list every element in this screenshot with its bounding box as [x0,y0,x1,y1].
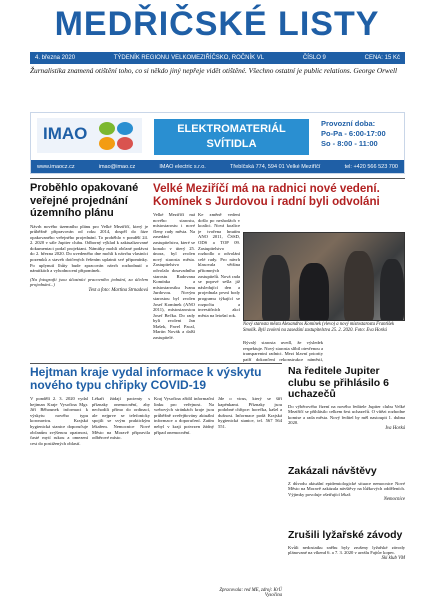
sidebar-article-plan [30,182,148,293]
covid-col-a: V pondělí 2. 3. 2020 vydal hejtman Kraje Vysočina Mgr. Jiří Běhounek informaci k výskytu nového typu koronaviru. Krajská hygienická stanice doporučuje občanům zvýšenou opatrnost, časté mytí rukou a omezení cest do postižených oblastí. [30,396,88,446]
council-photo [243,232,405,321]
main-col-mid: Ke změně vedení došlo po neshodách v koalici. Nová koalice je tvořena hnutím ANO 2011, ČSSD, ODS a TOP 09. Zastupitelstvo rozhodlo o odvolání celé rady. Pro návrh hlasovala většina přítomných zastupitelů. Nová rada se poprvé sešla již následující den a projednala první body programu týkající se rozpočtu a investičních akcí města na letošní rok. [198,212,240,318]
jupiter-author: Iva Horká [385,425,405,431]
sidebar-body: Návrh nového územního plánu pro Velké Meziříčí, který je průběžně připravován od roku 2014, dospěl do fáze opakovaného veřejného projednání. To proběhlo v pondělí 24. 2. 2020 v sále Jupiter clubu. Odborný výklad k zaktualizované dokumentaci podal projektant. Námitky mohli občané podávat do 2. března 2020. Do uvedeného dne mohli k návrhu vlastníci pozemků a staveb dotčených řešením uplatnit své připomínky. Po uplynutí lhůty bude zpracován návrh rozhodnutí o námitkách a vyhodnocení připomínek. [30,223,148,274]
photo-caption: Nový starosta města Alexandros Komínek (vlevo) a nový místostarosta František Smolík. Byli zvoleni na zasedání zastupitelstva 25. 2. 2020. Foto: Eva Horká [243,322,395,333]
sidebar-author: Text a foto: Martina Strnadová [88,288,148,294]
divider [30,363,282,364]
advertisement-banner[interactable] [30,112,405,174]
issue-price: CENA: 15 Kč [364,55,400,61]
motto-quote: Žurnalistika znamená otištění toho, co si někdo jiný nepřeje vidět otištěné. Všechno ostatní je public relations. George Orwell [30,66,398,75]
zavody-article [288,530,405,561]
sidebar-headline: Proběhlo opakované veřejné projednání územního plánu [30,182,139,219]
main-col-left: Velké Meziříčí má nového starostu, místostarostu i nové členy rady města. Na zasedání zastupitelstva, které se konalo v úterý 25. února, byl zvolen nový starosta města. Zastupitelstvo odvolalo dosavadního starostu Radovana Komínka a místostarostku Ivanu Jurdovou. Novým starostou byl zvolen Josef Komínek (ANO 2011), místostarostou Josef Bečka. Do rady byli zvoleni Jan Mašek, Pavel Pacal, Martin Novák a další zastupitelé. [153,212,195,341]
navstevy-headline: Zakázali návštěvy [288,465,377,477]
ad-company: IMAO electric s.r.o. [159,163,206,170]
zavody-author: Ski klub VM [381,555,405,561]
main-col-right: Bývalý starosta uvedl, že výsledek respektuje. Nový starosta slíbil otevřenou a transparentní radnici. Mezi hlavní priority patří dokončení rekonstrukce náměstí, [243,340,323,362]
imao-logo [37,118,142,153]
masthead [0,0,434,50]
jupiter-body: Do výběrového řízení na nového ředitele Jupiter clubu Velké Meziříčí se přihlásilo celkem šest uchazečů. O vítězi rozhodne komise a rada města. Nový ředitel by měl nastoupit 1. dubna 2020. [288,403,405,426]
ad-address: Třebíčská 774, 594 01 Velké Meziříčí [229,163,321,170]
navstevy-body: Z důvodu aktuální epidemiologické situace nemocnice Nové Město na Moravě zakázala návštěvy na lůžkových odděleních. Výjimky povoluje ošetřující lékař. [288,480,405,497]
zavody-body: Kvůli nedostatku sněhu byly zrušeny lyžařské závody plánované na víkend 6. a 7. 3. 2020 v areálu Fajtův kopec. [288,544,405,556]
ad-web-link[interactable]: www.imaocz.cz [37,163,75,170]
main-headline: Velké Meziříčí má na radnici nové vedení. Komínek s Jurdovou i radní byli odvoláni [153,182,380,208]
ad-contact-bar [31,160,404,173]
covid-col-b: Lékaři žádají pacienty s příznaky onemocnění, aby nechodili přímo do ordinací, ale nejprve se telefonicky spojili se svým praktickým lékařem. Nemocnice Nové Město na Moravě připravila odběrové místo. [92,396,150,441]
issue-info-bar [30,52,405,64]
hours-saturday: So - 8:00 - 11:00 [321,139,378,148]
jupiter-article [288,366,405,431]
logo-gear-icon [99,122,133,150]
ad-phone: tel: +420 566 523 700 [344,163,398,170]
issue-date: 4. března 2020 [35,55,76,61]
covid-col-c: Kraj Vysočina zřídil informační linku pro veřejnost. Na webových stránkách kraje jsou průběžně zveřejňovány aktuální informace a doporučení. Zatím nebyl v kraji potvrzen žádný případ onemocnění. [154,396,214,435]
hours-title: Provozní doba: [321,119,376,128]
navstevy-article [288,466,405,502]
covid-headline: Hejtman kraje vydal informace k výskytu nového typu chřipky COVID-19 [30,365,262,392]
sidebar-note: (Na fotografii jsou účastníci pracovního jednání, za účelem projednání...) [30,276,148,288]
hours-weekday: Po-Pa - 6:00-17:00 [321,129,386,138]
covid-signature: Zpracovala: red ME, zdroj: KrÚ Vysočina [219,588,282,598]
newspaper-title: MEDŘIČSKÉ LISTY [54,5,380,43]
ad-opening-hours [321,119,401,149]
newspaper-subtitle: TÝDENÍK REGIONU VELKOMEZIŘÍČSKO, ROČNÍK VL [113,55,265,61]
logo-text: IMAO [43,124,88,143]
ad-email-link[interactable]: imao@imao.cz [98,163,136,170]
covid-col-d: Jde o virus, který se šíří kapénkami. Příznaky jsou podobné chřipce: horečka, kašel a dušnost. Informace podá Krajská hygienická stanice, tel. 567 564 551. [218,396,282,429]
zavody-headline: Zrušili lyžařské závody [288,529,403,541]
divider [30,178,405,179]
issue-number: ČÍSLO 9 [302,55,326,61]
jupiter-headline: Na ředitele Jupiter clubu se přihlásilo 6 uchazečů [288,365,389,400]
navstevy-author: Nemocnice [383,497,405,503]
ad-title: ELEKTROMATERIÁL SVÍTIDLA [154,119,309,155]
